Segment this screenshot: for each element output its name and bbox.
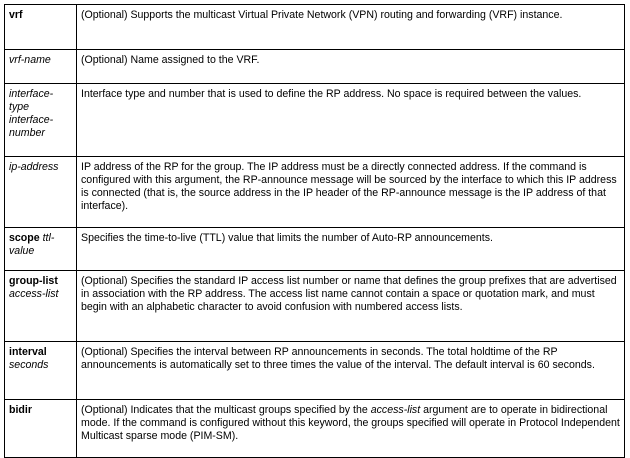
description-text: argument are to operate in bidirectional mode. If the command is configured without this keyword, the groups specified will operate in Protocol Independent Multicast sparse mode (PIM-SM). (81, 404, 620, 442)
argument-text: vrf-name (9, 54, 51, 66)
table-row (5, 50, 625, 84)
table-row (5, 84, 625, 157)
description-cell: (Optional) Specifies the interval between RP announcements in seconds. The total holdtime of the RP announcements is automatically set to three times the value of the interval. The default interval is 60 seconds. (77, 342, 625, 400)
argument-text: interface-type interface-number (9, 88, 54, 139)
table-row (5, 157, 625, 228)
keyword-text: vrf (9, 9, 23, 21)
table-row (5, 5, 625, 50)
argument-cell (5, 342, 77, 400)
argument-reference: access-list (370, 404, 421, 416)
argument-cell (5, 50, 77, 84)
argument-cell (5, 84, 77, 157)
description-text: (Optional) Indicates that the multicast groups specified by the (81, 404, 371, 416)
argument-cell (5, 157, 77, 228)
argument-text: ip-address (9, 161, 59, 173)
keyword-text: group-list (9, 275, 58, 287)
table-row (5, 342, 625, 400)
description-cell (77, 400, 625, 458)
argument-text: access-list (9, 288, 59, 300)
command-syntax-table (4, 4, 625, 458)
description-cell: (Optional) Specifies the standard IP access list number or name that defines the group prefixes that are advertised in association with the RP address. The access list name cannot contain a space or quotation mark, and must begin with an alphabetic character to avoid confusion with numbered access lists. (77, 271, 625, 342)
argument-text: seconds (9, 359, 49, 371)
description-cell: Specifies the time-to-live (TTL) value that limits the number of Auto-RP announcements. (77, 228, 625, 271)
table-row (5, 228, 625, 271)
table-row (5, 400, 625, 458)
keyword-text: bidir (9, 404, 32, 416)
argument-text: ttl-value (9, 232, 55, 257)
argument-cell (5, 271, 77, 342)
table-row (5, 271, 625, 342)
argument-cell (5, 228, 77, 271)
description-cell: (Optional) Name assigned to the VRF. (77, 50, 625, 84)
keyword-text: interval (9, 346, 47, 358)
description-cell: IP address of the RP for the group. The IP address must be a directly connected address. If the command is configured with this argument, the RP-announce message will be sourced by the interface to which this IP address is connected (that is, the source address in the IP header of the RP-announce message is the IP address of that interface). (77, 157, 625, 228)
description-cell: (Optional) Supports the multicast Virtual Private Network (VPN) routing and forwarding (VRF) instance. (77, 5, 625, 50)
argument-cell (5, 400, 77, 458)
description-cell: Interface type and number that is used to define the RP address. No space is required between the values. (77, 84, 625, 157)
keyword-text: scope (9, 232, 40, 244)
argument-cell (5, 5, 77, 50)
